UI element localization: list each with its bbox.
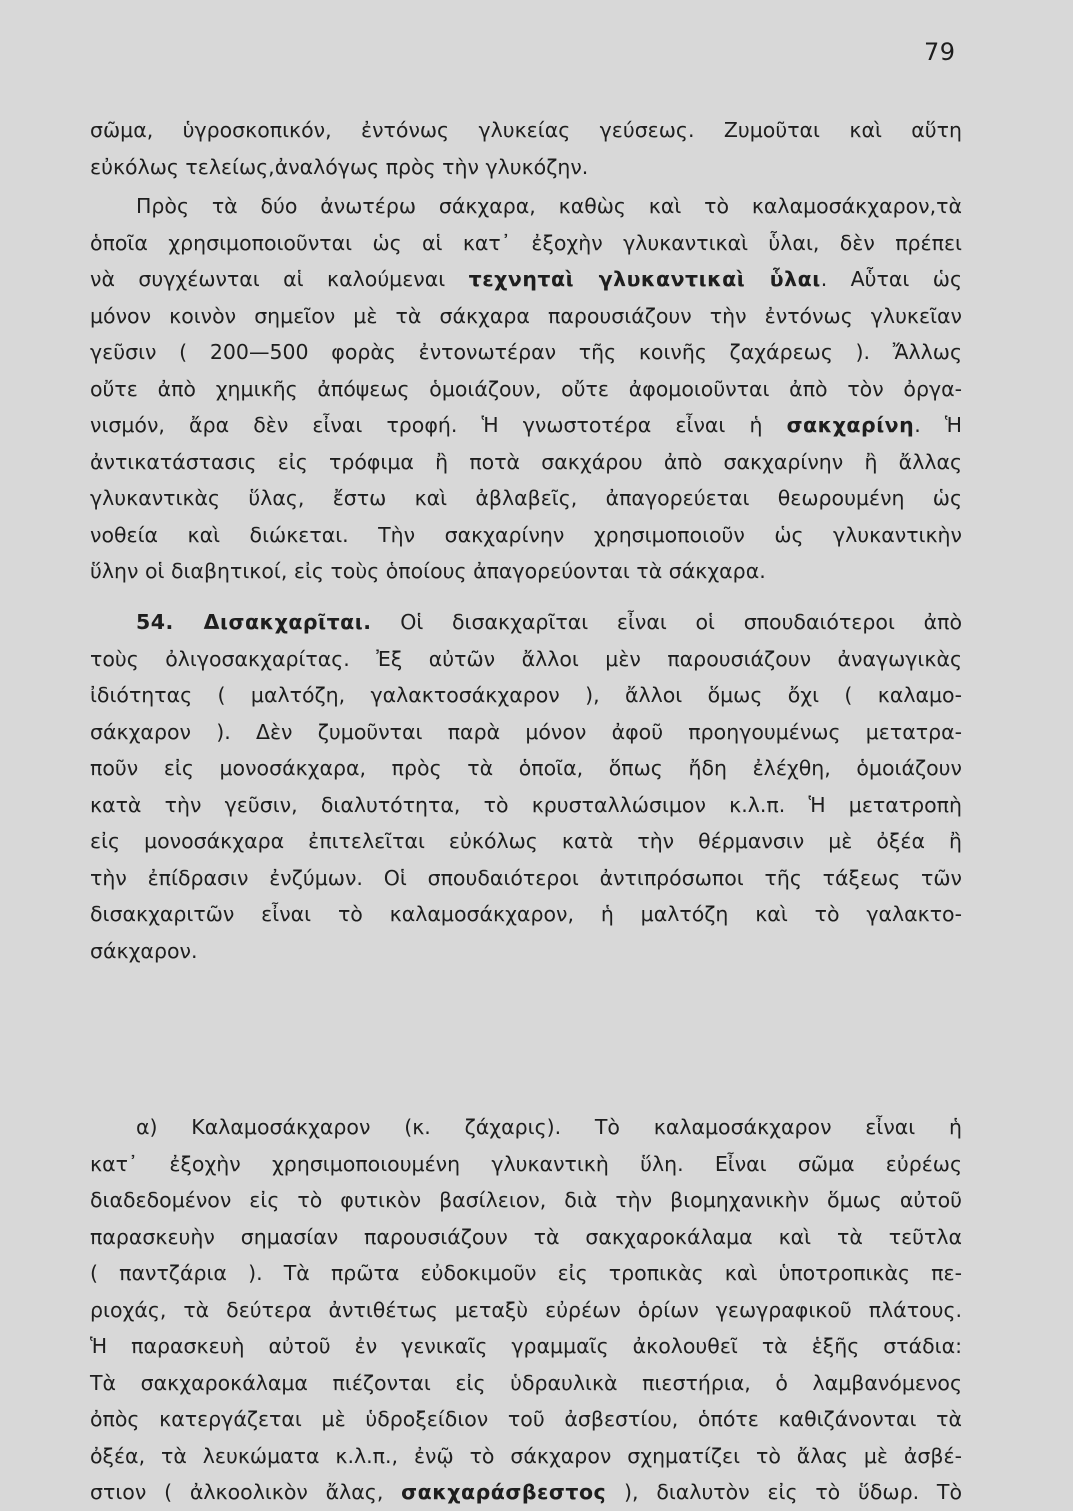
text-run: γεῦσιν ( 200—500 φορὰς ἐντονωτέραν τῆς κοινῆς ζαχάρεως ). Ἄλλως xyxy=(90,340,962,364)
text-line xyxy=(90,1474,962,1511)
text-run: μόνον κοινὸν σημεῖον μὲ τὰ σάκχαρα παρουσιάζουν τὴν ἐντόνως γλυκεῖαν xyxy=(90,303,962,328)
text-run: εὐκόλως τελείως,ἀναλόγως πρὸς τὴν γλυκόζην. xyxy=(90,154,589,179)
text-run: Τὰ σακχαροκάλαμα πιέζονται εἰς ὑδραυλικὰ πιεστήρια, ὁ λαμβανόμενος xyxy=(90,1370,962,1395)
text-run: ὁποῖα χρησιμοποιοῦνται ὡς αἱ κατ᾽ ἐξοχὴν γλυκαντικαὶ ὗλαι, δὲν πρέπει xyxy=(90,230,962,255)
text-line xyxy=(90,517,962,554)
text-run: γλυκαντικὰς ὕλας, ἔστω καὶ ἀβλαβεῖς, ἀπαγορεύεται θεωρουμένη ὡς xyxy=(90,486,962,510)
text-run: σάκχαρον ). Δὲν ζυμοῦνται παρὰ μόνον ἀφοῦ προηγουμένως μετατρα- xyxy=(90,719,962,744)
text-run: α) Καλαμοσάκχαρον (κ. ζάχαρις). Τὸ καλαμοσάκχαρον εἶναι ἡ xyxy=(136,1115,962,1139)
paragraph-continuation xyxy=(90,112,962,185)
text-run: ριοχάς, τὰ δεύτερα ἀντιθέτως μεταξὺ εὐρέων ὁρίων γεωγραφικοῦ πλάτους. xyxy=(90,1297,962,1322)
text-line xyxy=(90,641,962,678)
text-run: . Αὗται ὡς xyxy=(820,267,962,291)
text-run: ποῦν εἰς μονοσάκχαρα, πρὸς τὰ ὁποῖα, ὅπως ἤδη ἐλέχθη, ὁμοιάζουν xyxy=(90,756,962,780)
text-line xyxy=(90,371,962,408)
text-line xyxy=(90,225,962,262)
text-line xyxy=(90,933,962,970)
text-line xyxy=(90,1365,962,1402)
text-run: Ἡ παρασκευὴ αὐτοῦ ἐν γενικαῖς γραμμαῖς ἀκολουθεῖ τὰ ἑξῆς στάδια: xyxy=(90,1334,962,1358)
text-run: δισακχαριτῶν εἶναι τὸ καλαμοσάκχαρον, ἡ μαλτόζη καὶ τὸ γαλακτο- xyxy=(90,902,962,926)
text-run: ), διαλυτὸν εἰς τὸ ὕδωρ. Τὸ xyxy=(606,1480,962,1504)
bold-term: σακχαράσβεστος xyxy=(401,1480,607,1504)
text-run: ( παντζάρια ). Τὰ πρῶτα εὐδοκιμοῦν εἰς τροπικὰς καὶ ὑποτροπικὰς πε- xyxy=(90,1261,962,1285)
text-run: παρασκευὴν σημασίαν παρουσιάζουν τὰ σακχαροκάλαμα καὶ τὰ τεῦτλα xyxy=(90,1224,962,1249)
text-run: νὰ συγχέωνται αἱ καλούμεναι xyxy=(90,267,469,291)
text-run: Πρὸς τὰ δύο ἀνωτέρω σάκχαρα, καθὼς καὶ τὸ καλαμοσάκχαρον,τὰ xyxy=(136,194,962,218)
text-line xyxy=(90,1292,962,1329)
text-line xyxy=(90,714,962,751)
text-line xyxy=(90,1401,962,1438)
text-line xyxy=(90,896,962,933)
text-line xyxy=(90,553,962,590)
paragraph-artificial-sweeteners xyxy=(90,188,962,590)
text-line xyxy=(90,1109,962,1146)
text-run: ὕλην οἱ διαβητικοί, εἰς τοὺς ὁποίους ἀπαγορεύονται τὰ σάκχαρα. xyxy=(90,559,766,583)
text-run: ὀπὸς κατεργάζεται μὲ ὑδροξείδιον τοῦ ἀσβεστίου, ὁπότε καθιζάνονται τὰ xyxy=(90,1407,962,1431)
text-line xyxy=(90,1438,962,1475)
text-line xyxy=(90,407,962,444)
text-line xyxy=(90,1255,962,1292)
text-line xyxy=(90,823,962,860)
text-line xyxy=(90,1328,962,1365)
text-run: Οἱ δισακχαρῖται εἶναι οἱ σπουδαιότεροι ἀπὸ xyxy=(371,610,962,634)
text-line xyxy=(90,677,962,714)
text-line xyxy=(90,750,962,787)
text-line xyxy=(90,334,962,371)
text-line xyxy=(90,188,962,225)
section-54-disaccharides xyxy=(90,604,962,969)
bold-term: 54. Δισακχαρῖται. xyxy=(136,610,372,634)
text-line xyxy=(90,298,962,335)
text-line xyxy=(90,444,962,481)
text-run: κατὰ τὴν γεῦσιν, διαλυτότητα, τὸ κρυσταλλώσιμον κ.λ.π. Ἡ μετατροπὴ xyxy=(90,792,962,817)
text-line xyxy=(90,787,962,824)
text-line xyxy=(90,261,962,298)
text-line xyxy=(90,1182,962,1219)
text-run: ἰδιότητας ( μαλτόζη, γαλακτοσάκχαρον ), ἄλλοι ὅμως ὄχι ( καλαμο- xyxy=(90,683,962,707)
text-run: τοὺς ὀλιγοσακχαρίτας. Ἐξ αὐτῶν ἄλλοι μὲν παρουσιάζουν ἀναγωγικὰς xyxy=(90,646,962,671)
text-run: . Ἡ xyxy=(914,413,962,437)
text-line xyxy=(90,1146,962,1183)
text-run: σῶμα, ὑγροσκοπικόν, ἐντόνως γλυκείας γεύσεως. Ζυμοῦται καὶ αὕτη xyxy=(90,118,962,142)
text-run: στιον ( ἀλκοολικὸν ἄλας, xyxy=(90,1480,402,1504)
subsection-cane-sugar xyxy=(90,1109,962,1511)
text-run: κατ᾽ ἐξοχὴν χρησιμοποιουμένη γλυκαντικὴ ὕλη. Εἶναι σῶμα εὐρέως xyxy=(90,1151,962,1176)
text-run: τὴν ἐπίδρασιν ἐνζύμων. Οἱ σπουδαιότεροι ἀντιπρόσωποι τῆς τάξεως τῶν xyxy=(90,865,962,890)
text-run: εἰς μονοσάκχαρα ἐπιτελεῖται εὐκόλως κατὰ τὴν θέρμανσιν μὲ ὀξέα ἢ xyxy=(90,829,962,853)
page-number: 79 xyxy=(924,38,956,66)
text-run: νοθεία καὶ διώκεται. Τὴν σακχαρίνην χρησιμοποιοῦν ὡς γλυκαντικὴν xyxy=(90,522,962,547)
text-run: νισμόν, ἄρα δὲν εἶναι τροφή. Ἡ γνωστοτέρα εἶναι ἡ xyxy=(90,413,787,437)
text-run: οὔτε ἀπὸ χημικῆς ἀπόψεως ὁμοιάζουν, οὔτε ἀφομοιοῦνται ἀπὸ τὸν ὀργα- xyxy=(90,376,962,401)
text-line xyxy=(90,860,962,897)
text-line xyxy=(90,149,962,186)
text-run: ὀξέα, τὰ λευκώματα κ.λ.π., ἐνῷ τὸ σάκχαρον σχηματίζει τὸ ἄλας μὲ ἀσβέ- xyxy=(90,1443,962,1468)
bold-term: τεχνηταὶ γλυκαντικαὶ ὗλαι xyxy=(468,267,821,291)
bold-term: σακχαρίνη xyxy=(786,413,915,437)
text-line xyxy=(90,480,962,517)
text-run: διαδεδομένον εἰς τὸ φυτικὸν βασίλειον, διὰ τὴν βιομηχανικὴν ὅμως αὐτοῦ xyxy=(90,1188,962,1212)
text-run: σάκχαρον. xyxy=(90,938,198,963)
text-line xyxy=(90,112,962,149)
text-line xyxy=(90,604,962,641)
text-run: ἀντικατάστασις εἰς τρόφιμα ἢ ποτὰ σακχάρου ἀπὸ σακχαρίνην ἢ ἄλλας xyxy=(90,449,962,474)
text-line xyxy=(90,1219,962,1256)
